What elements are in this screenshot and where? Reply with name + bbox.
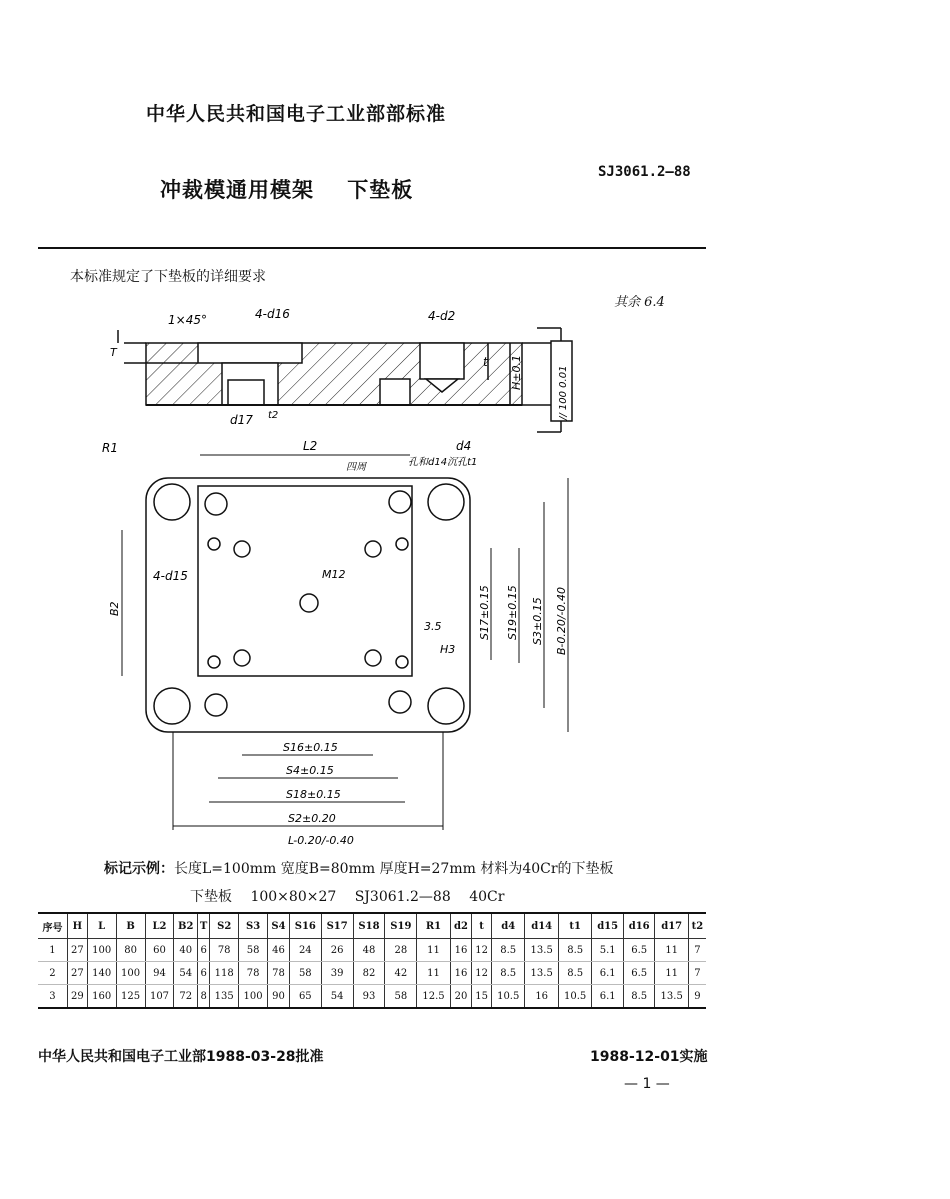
d2-label: 4-d2 xyxy=(428,309,456,323)
standard-organization: 中华人民共和国电子工业部部标准 xyxy=(146,103,447,125)
dim-3.5-label: 3.5 xyxy=(424,620,442,633)
table-cell: 78 xyxy=(239,962,268,985)
parallelism-label: // 100 0.01 xyxy=(558,365,569,420)
table-cell: 94 xyxy=(145,962,174,985)
R1-label: R1 xyxy=(102,441,118,455)
table-header-cell: S18 xyxy=(353,913,385,939)
table-cell: 40 xyxy=(174,939,198,962)
marking-example-code xyxy=(190,886,518,906)
table-cell: 8.5 xyxy=(623,985,655,1009)
hole-note-label: 孔和d14沉孔t1 xyxy=(408,457,478,468)
table-cell: 9 xyxy=(688,985,706,1009)
table-cell: 46 xyxy=(268,939,290,962)
table-cell: 8.5 xyxy=(491,962,524,985)
table-header-cell: t2 xyxy=(688,913,706,939)
S16-label: S16±0.15 xyxy=(283,741,338,754)
plan-view xyxy=(122,455,568,830)
table-cell: 60 xyxy=(145,939,174,962)
table-header-cell: d17 xyxy=(655,913,688,939)
S4-label: S4±0.15 xyxy=(286,764,334,777)
table-cell: 10.5 xyxy=(491,985,524,1009)
d15-label: 4-d15 xyxy=(153,569,188,583)
table-cell: 80 xyxy=(116,939,145,962)
table-header-cell: d14 xyxy=(525,913,558,939)
table-cell: 6.1 xyxy=(592,962,624,985)
table-cell: 39 xyxy=(321,962,353,985)
table-cell: 27 xyxy=(67,962,87,985)
table-header-cell: S16 xyxy=(289,913,321,939)
marking-size: 100×80×27 xyxy=(250,889,337,905)
table-header-cell: S19 xyxy=(385,913,417,939)
d4-label: d4 xyxy=(456,439,472,453)
marking-material: 40Cr xyxy=(469,889,505,905)
table-cell: 16 xyxy=(450,939,472,962)
table-cell: 42 xyxy=(385,962,417,985)
around-label: 四周 xyxy=(346,462,366,473)
table-cell: 27 xyxy=(67,939,87,962)
t2-label: t2 xyxy=(268,410,279,421)
table-cell: 13.5 xyxy=(655,985,688,1009)
document-title: 冲裁模通用模架 下垫板 xyxy=(160,178,414,202)
table-cell: 6.5 xyxy=(623,939,655,962)
table-cell: 118 xyxy=(210,962,239,985)
table-cell: 82 xyxy=(353,962,385,985)
table-cell: 78 xyxy=(210,939,239,962)
S17-label: S17±0.15 xyxy=(478,585,491,640)
table-cell: 12 xyxy=(472,962,492,985)
standard-code: SJ3061.2—88 xyxy=(598,164,691,180)
L-label: L-0.20/-0.40 xyxy=(288,834,354,847)
H3-label: H3 xyxy=(440,643,456,656)
table-header-cell: S4 xyxy=(268,913,290,939)
table-header-cell: R1 xyxy=(417,913,450,939)
table-cell: 29 xyxy=(67,985,87,1009)
table-cell: 28 xyxy=(385,939,417,962)
table-header-cell: d16 xyxy=(623,913,655,939)
table-cell: 6.1 xyxy=(592,985,624,1009)
table-cell: 7 xyxy=(688,962,706,985)
approval-note: 中华人民共和国电子工业部1988-03-28批准 xyxy=(38,1049,324,1065)
table-cell: 6 xyxy=(198,962,210,985)
S18-label: S18±0.15 xyxy=(286,788,341,801)
table-cell: 54 xyxy=(321,985,353,1009)
d17-label: d17 xyxy=(230,413,253,427)
table-cell: 8.5 xyxy=(558,939,591,962)
L2-label: L2 xyxy=(303,439,318,453)
table-cell: 8 xyxy=(198,985,210,1009)
table-header-cell: L xyxy=(87,913,116,939)
roughness-note: 其余 6.4 xyxy=(614,295,665,310)
section-view xyxy=(118,328,572,432)
table-header-cell: d15 xyxy=(592,913,624,939)
table-cell: 100 xyxy=(239,985,268,1009)
table-cell: 8.5 xyxy=(558,962,591,985)
table-cell: 107 xyxy=(145,985,174,1009)
table-cell: 58 xyxy=(289,962,321,985)
page-number: — 1 — xyxy=(624,1076,670,1092)
table-cell: 3 xyxy=(38,985,67,1009)
table-cell: 54 xyxy=(174,962,198,985)
table-cell: 16 xyxy=(450,962,472,985)
table-header-row xyxy=(38,913,706,939)
table-cell: 58 xyxy=(385,985,417,1009)
table-row xyxy=(38,939,706,962)
table-cell: 8.5 xyxy=(491,939,524,962)
table-cell: 6.5 xyxy=(623,962,655,985)
table-cell: 24 xyxy=(289,939,321,962)
table-cell: 15 xyxy=(472,985,492,1009)
table-header-cell: H xyxy=(67,913,87,939)
table-cell: 140 xyxy=(87,962,116,985)
table-cell: 72 xyxy=(174,985,198,1009)
table-header-cell: T xyxy=(198,913,210,939)
table-cell: 48 xyxy=(353,939,385,962)
marking-standard: SJ3061.2—88 xyxy=(354,889,451,905)
B2-label: B2 xyxy=(108,601,121,616)
table-header-cell: d2 xyxy=(450,913,472,939)
table-cell: 12 xyxy=(472,939,492,962)
table-cell: 100 xyxy=(116,962,145,985)
table-cell: 100 xyxy=(87,939,116,962)
table-header-cell: d4 xyxy=(491,913,524,939)
table-header-cell: B xyxy=(116,913,145,939)
table-cell: 16 xyxy=(525,985,558,1009)
table-row xyxy=(38,962,706,985)
chamfer-label: 1×45° xyxy=(168,313,207,327)
table-cell: 13.5 xyxy=(525,939,558,962)
t-label: t xyxy=(483,355,488,369)
effective-date: 1988-12-01实施 xyxy=(590,1049,708,1065)
table-cell: 13.5 xyxy=(525,962,558,985)
S19-label: S19±0.15 xyxy=(506,585,519,640)
table-cell: 26 xyxy=(321,939,353,962)
marking-example xyxy=(104,858,614,878)
table-cell: 58 xyxy=(239,939,268,962)
table-cell: 20 xyxy=(450,985,472,1009)
table-cell: 93 xyxy=(353,985,385,1009)
table-header-cell: t xyxy=(472,913,492,939)
S2-label: S2±0.20 xyxy=(288,812,336,825)
thickness-T-label: T xyxy=(110,346,117,359)
d16-label: 4-d16 xyxy=(255,307,290,321)
table-cell: 1 xyxy=(38,939,67,962)
S3-label: S3±0.15 xyxy=(531,597,544,645)
table-cell: 11 xyxy=(655,939,688,962)
table-cell: 11 xyxy=(655,962,688,985)
table-header-cell: B2 xyxy=(174,913,198,939)
marking-example-label: 标记示例： xyxy=(104,861,174,877)
table-header-cell: t1 xyxy=(558,913,591,939)
table-cell: 65 xyxy=(289,985,321,1009)
B-label: B-0.20/-0.40 xyxy=(555,587,568,655)
table-header-cell: S2 xyxy=(210,913,239,939)
table-cell: 10.5 xyxy=(558,985,591,1009)
table-body xyxy=(38,939,706,1009)
table-cell: 12.5 xyxy=(417,985,450,1009)
scope-statement: 本标准规定了下垫板的详细要求 xyxy=(70,269,266,285)
table-header-cell: 序号 xyxy=(38,913,67,939)
table-cell: 11 xyxy=(417,939,450,962)
table-cell: 135 xyxy=(210,985,239,1009)
table-cell: 90 xyxy=(268,985,290,1009)
dimension-table xyxy=(38,912,706,1009)
table-header-cell: L2 xyxy=(145,913,174,939)
table-header-cell: S17 xyxy=(321,913,353,939)
table-row xyxy=(38,985,706,1009)
table-cell: 11 xyxy=(417,962,450,985)
table-cell: 5.1 xyxy=(592,939,624,962)
table-cell: 160 xyxy=(87,985,116,1009)
marking-example-text: 长度L=100mm 宽度B=80mm 厚度H=27mm 材料为40Cr的下垫板 xyxy=(174,861,614,877)
table-cell: 125 xyxy=(116,985,145,1009)
marking-part-name: 下垫板 xyxy=(190,889,232,905)
H-label: H±0.1 xyxy=(510,355,523,390)
table-cell: 7 xyxy=(688,939,706,962)
table-cell: 78 xyxy=(268,962,290,985)
table-header-cell: S3 xyxy=(239,913,268,939)
M12-label: M12 xyxy=(322,568,346,581)
table-cell: 2 xyxy=(38,962,67,985)
table-cell: 6 xyxy=(198,939,210,962)
plan-holes xyxy=(154,484,464,724)
